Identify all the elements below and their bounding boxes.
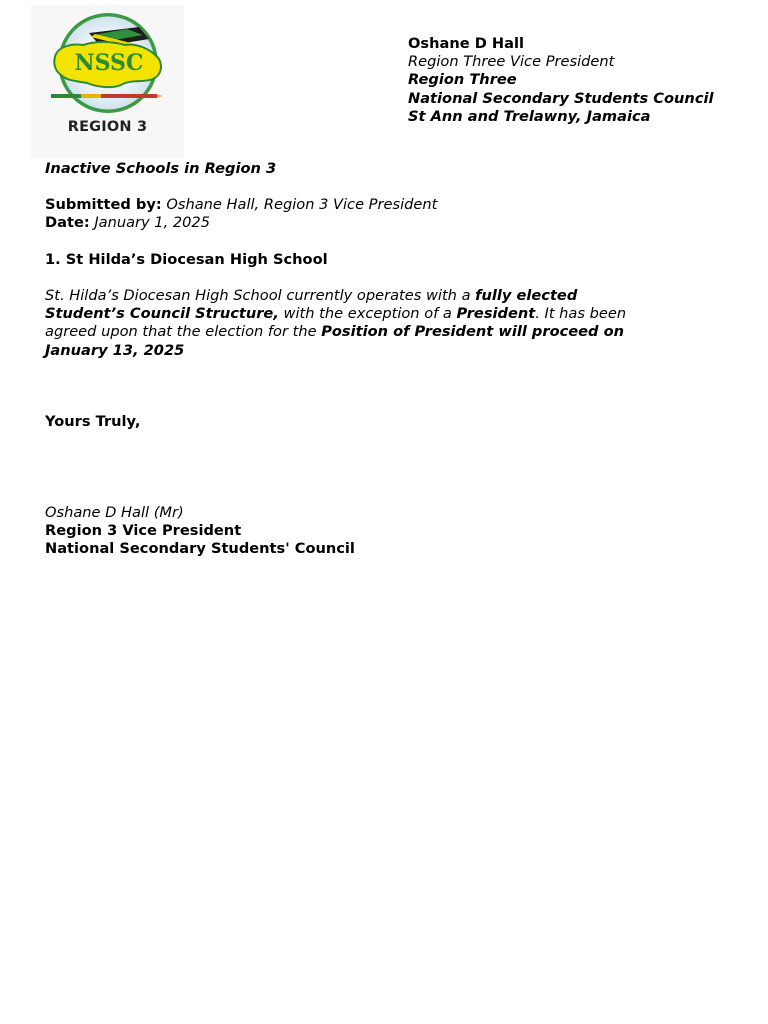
- paragraph-part-5: . It has been agreed upon that the election for the: [45, 305, 627, 341]
- date-value: January 1, 2025: [89, 214, 210, 231]
- document-subject: Inactive Schools in Region 3: [45, 160, 277, 177]
- submitted-by-label: Submitted by:: [45, 196, 162, 213]
- date-label: Date:: [45, 214, 90, 231]
- logo-caption: REGION 3: [67, 119, 148, 135]
- closing: Yours Truly,: [45, 413, 141, 430]
- sender-organization: National Secondary Students Council: [408, 89, 714, 107]
- sender-block: [408, 35, 713, 126]
- paragraph-part-6: Position of President will proceed on January 13, 2025: [45, 323, 624, 359]
- paragraph-part-2: fully elected Student’s Council Structure,: [45, 287, 578, 323]
- submitted-by-value: Oshane Hall, Region 3 Vice President: [161, 196, 438, 213]
- sender-location: St Ann and Trelawny, Jamaica: [408, 107, 651, 125]
- signature-block: [45, 504, 355, 559]
- svg-text:NSSC: NSSC: [74, 50, 144, 76]
- sender-region: Region Three: [408, 71, 517, 89]
- nssc-logo-text: [31, 5, 184, 158]
- signature-organization: National Secondary Students' Council: [45, 540, 355, 558]
- sender-title: Region Three Vice President: [408, 53, 615, 71]
- submitted-by-line: [45, 196, 437, 214]
- section-heading: 1. St Hilda’s Diocesan High School: [45, 251, 328, 268]
- paragraph-part-4: President: [456, 305, 536, 323]
- body-paragraph: [45, 287, 655, 360]
- signature-title: Region 3 Vice President: [45, 522, 242, 540]
- sender-name: Oshane D Hall: [408, 35, 524, 52]
- paragraph-part-3: with the exception of a: [278, 305, 457, 323]
- nssc-region-3-logo: [31, 5, 184, 158]
- date-line: [45, 214, 210, 232]
- paragraph-part-1: St. Hilda’s Diocesan High School currently operates with a: [45, 287, 476, 304]
- signature-name: Oshane D Hall (Mr): [45, 504, 184, 521]
